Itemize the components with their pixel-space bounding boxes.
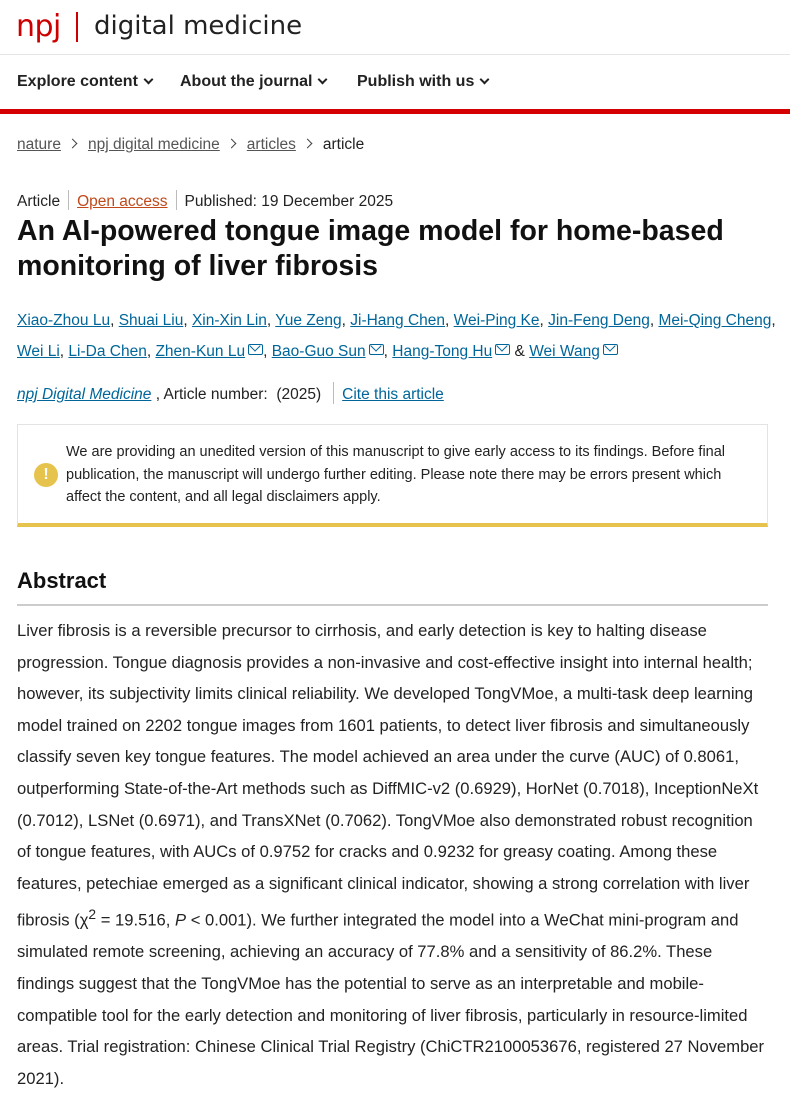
nav-publish-with-us[interactable]	[357, 73, 488, 91]
abstract-part-1: Liver fibrosis is a reversible precursor to cirrhosis, and early detection is key to halting disease progression. Tongue diagnosis provides a non-invasive and cost-effective insight into internal health; however, its subjectivity limits clinical reliability. We developed TongVMoe, a multi-task deep learning model trained on 2202 tongue images from 1601 patients, to detect liver fibrosis and simultaneously classify seven key tongue features. The model achieved an area under the curve (AUC) of 0.8061, outperforming State-of-the-Art methods such as DiffMIC-v2 (0.6929), HorNet (0.7018), InceptionNeXt (0.7012), LSNet (0.6971), and TransXNet (0.7062). TongVMoe also demonstrated robust recognition of tongue features, with AUCs of 0.9752 for cracks and 0.9232 for greasy coating. Among these features, petechiae emerged as a significant clinical indicator, showing a strong correlation with liver fibrosis (χ	[17, 621, 759, 930]
nav-about-journal[interactable]	[180, 73, 326, 91]
early-access-notice	[17, 424, 768, 527]
chevron-right-icon	[226, 139, 236, 149]
authors-and: &	[514, 343, 525, 360]
open-access-link[interactable]: Open access	[77, 193, 168, 211]
notice-text: We are providing an unedited version of this manuscript to give early access to its findings. Before final publication, the manuscript will undergo further editing. Please note there may be errors present which affect the content, and all legal disclaimers apply.	[66, 444, 726, 505]
chevron-down-icon	[318, 75, 328, 85]
breadcrumb-npj-digital-medicine[interactable]: npj digital medicine	[87, 136, 220, 153]
warning-icon: !	[34, 463, 58, 487]
cite-this-article-link[interactable]: Cite this article	[342, 386, 444, 404]
npj-logo[interactable]: npj	[16, 9, 61, 44]
breadcrumb	[17, 136, 364, 154]
author-link[interactable]: Zhen-Kun Lu	[155, 343, 246, 360]
abstract-heading: Abstract	[17, 568, 768, 606]
author-link[interactable]: Ji-Hang Chen	[350, 312, 446, 329]
journal-link[interactable]: npj Digital Medicine	[17, 386, 152, 404]
nav-explore-label: Explore content	[17, 73, 138, 90]
nav-about-label: About the journal	[180, 73, 313, 90]
author-link[interactable]: Xin-Xin Lin	[191, 312, 267, 329]
site-header	[0, 0, 790, 55]
published-date: Published: 19 December 2025	[184, 193, 394, 211]
nav-publish-label: Publish with us	[357, 73, 475, 90]
breadcrumb-nature[interactable]: nature	[17, 136, 61, 153]
email-icon[interactable]	[495, 344, 510, 355]
abstract-part-2: = 19.516,	[96, 910, 176, 930]
breadcrumb-articles[interactable]: articles	[246, 136, 296, 153]
article-year: (2025)	[276, 386, 322, 404]
author-link[interactable]: Jin-Feng Deng	[548, 312, 650, 329]
main-nav	[0, 55, 790, 114]
author-link[interactable]: Wei Li	[17, 343, 60, 360]
journal-name-logo[interactable]: digital medicine	[94, 11, 303, 41]
abstract-superscript: 2	[88, 906, 97, 923]
article-title: An AI-powered tongue image model for home-based monitoring of liver fibrosis	[17, 215, 724, 282]
email-icon[interactable]	[603, 344, 618, 355]
meta-divider	[68, 190, 69, 210]
chevron-right-icon	[68, 139, 78, 149]
meta-divider	[176, 190, 177, 210]
author-link[interactable]: Bao-Guo Sun	[271, 343, 366, 360]
cite-divider	[333, 382, 334, 404]
author-link[interactable]: Yue Zeng	[275, 312, 342, 329]
chevron-right-icon	[302, 139, 312, 149]
chevron-down-icon	[480, 75, 490, 85]
nav-explore-content[interactable]	[17, 73, 152, 91]
citation-line	[17, 384, 444, 406]
article-type: Article	[17, 193, 61, 211]
author-link[interactable]: Wei-Ping Ke	[453, 312, 540, 329]
author-link[interactable]: Hang-Tong Hu	[392, 343, 493, 360]
email-icon[interactable]	[369, 344, 384, 355]
article-meta	[17, 192, 393, 212]
article-number-label: , Article number:	[155, 386, 268, 404]
email-icon[interactable]	[248, 344, 263, 355]
author-link[interactable]: Wei Wang	[529, 343, 600, 360]
logo-divider	[76, 12, 78, 42]
breadcrumb-current: article	[322, 136, 365, 153]
author-list: Xiao-Zhou Lu, Shuai Liu, Xin-Xin Lin, Yue Zeng, Ji-Hang Chen, Wei-Ping Ke, Jin-Feng Deng, Mei-Qing Cheng, Wei Li, Li-Da Chen, Zhen-Kun Lu , Bao-Guo Sun , Hang-Tong Hu & Wei Wang	[17, 312, 776, 360]
chevron-down-icon	[143, 75, 153, 85]
abstract-p-symbol: P	[175, 910, 187, 930]
author-link[interactable]: Shuai Liu	[118, 312, 184, 329]
abstract-part-3: < 0.001). We further integrated the model into a WeChat mini-program and simulated remote screening, achieving an accuracy of 77.8% and a sensitivity of 86.2%. These findings suggest that the TongVMoe has the potential to serve as an interpretable and mobile-compatible tool for the early detection and monitoring of liver fibrosis, particularly in resource-limited areas. Trial registration: Chinese Clinical Trial Registry (ChiCTR2100053676, registered 27 November 2021).	[17, 910, 765, 1088]
author-link[interactable]: Xiao-Zhou Lu	[17, 312, 111, 329]
author-link[interactable]: Mei-Qing Cheng	[658, 312, 772, 329]
abstract-text	[17, 615, 769, 1094]
author-link[interactable]: Li-Da Chen	[68, 343, 147, 360]
